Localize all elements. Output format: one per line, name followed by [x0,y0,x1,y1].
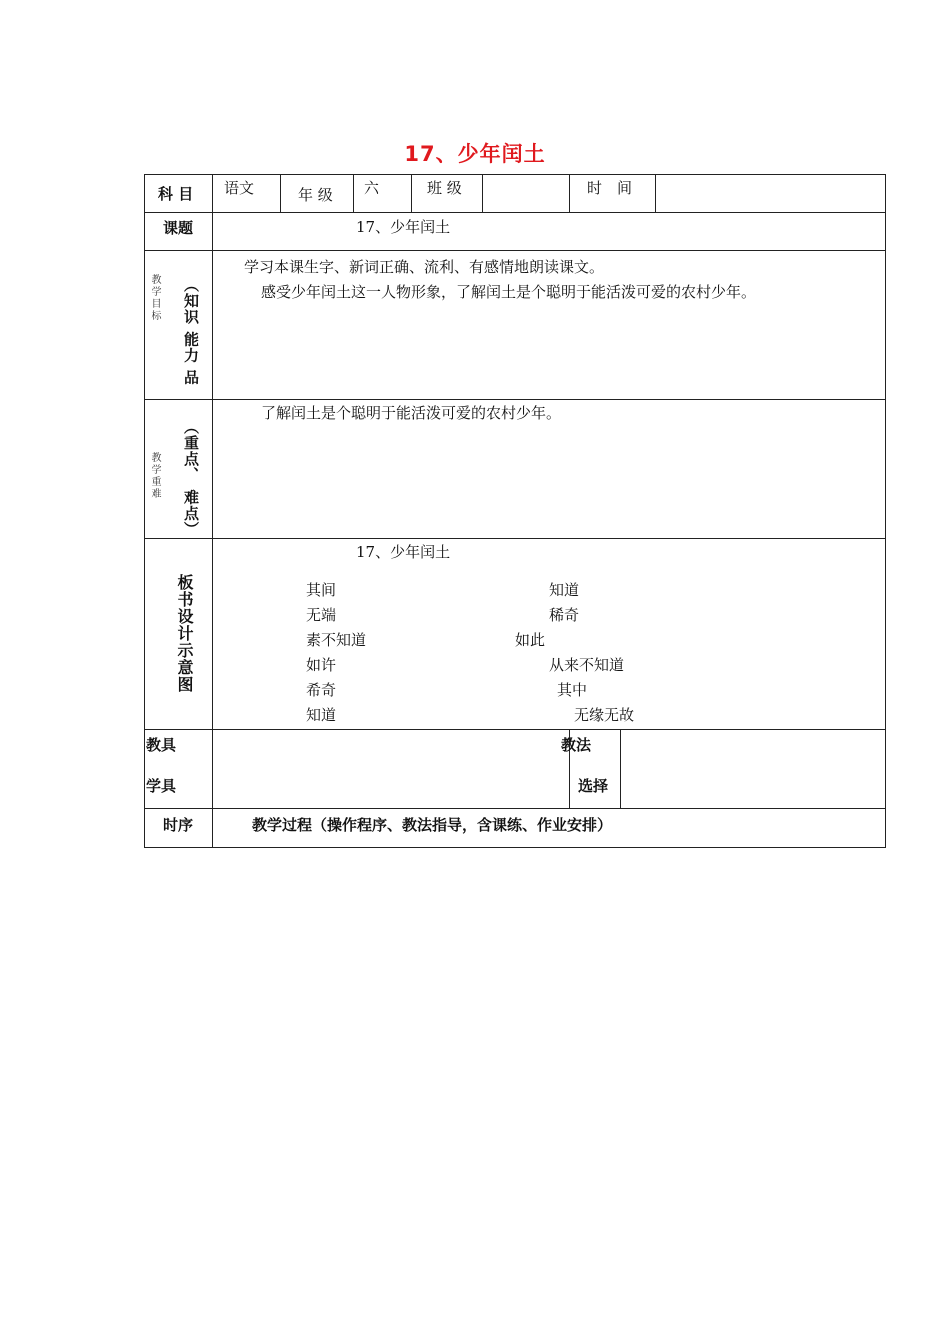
keypoints-label: （重点、 难点） [182,419,200,538]
method-label-bottom: 选择 [578,777,609,795]
board-left-word: 无端 [306,606,337,624]
document-title: 17、少年闰土 [404,142,546,166]
process-text: 教学过程（操作程序、教法指导，含课练、作业安排） [252,816,613,834]
board-heading: 17、少年闰土 [356,543,451,561]
board-right-word: 其中 [557,681,588,699]
board-label: 板书设计示意图 [175,574,194,693]
board-right-word: 知道 [549,581,580,599]
subject-value: 语文 [224,179,255,197]
grade-value: 六 [364,179,380,197]
objectives-line-1: 学习本课生字、新词正确、流利、有感情地朗读课文。 [244,258,605,276]
class-label: 班 级 [427,179,462,197]
objectives-label-faint: 教学目标 [149,274,160,322]
board-right-word: 从来不知道 [549,656,625,674]
board-left-word: 其间 [306,581,337,599]
board-left-word: 知道 [306,706,337,724]
keypoints-line-1: 了解闰土是个聪明于能活泼可爱的农村少年。 [261,404,562,422]
objectives-label: （知识 能力 品 [182,277,200,386]
time-label: 时 间 [587,179,633,197]
subject-label: 科 目 [158,185,194,203]
board-right-word: 如此 [515,631,546,649]
board-left-word: 希奇 [306,681,337,699]
method-label-top: 教法 [561,736,592,754]
objectives-line-2: 感受少年闰土这一人物形象，了解闰土是个聪明于能活泼可爱的农村少年。 [261,283,757,301]
tools-label-bottom: 学具 [146,777,177,795]
tools-label-top: 教具 [146,736,177,754]
grade-label: 年 级 [298,186,333,204]
topic-label: 课题 [163,219,194,237]
lesson-plan-table [144,174,886,848]
board-right-word: 稀奇 [549,606,580,624]
topic-value: 17、少年闰土 [356,218,451,236]
process-label: 时序 [163,816,194,834]
board-left-word: 如许 [306,656,337,674]
board-left-word: 素不知道 [306,631,367,649]
board-right-word: 无缘无故 [574,706,635,724]
keypoints-label-faint: 教学重难 [149,452,160,500]
